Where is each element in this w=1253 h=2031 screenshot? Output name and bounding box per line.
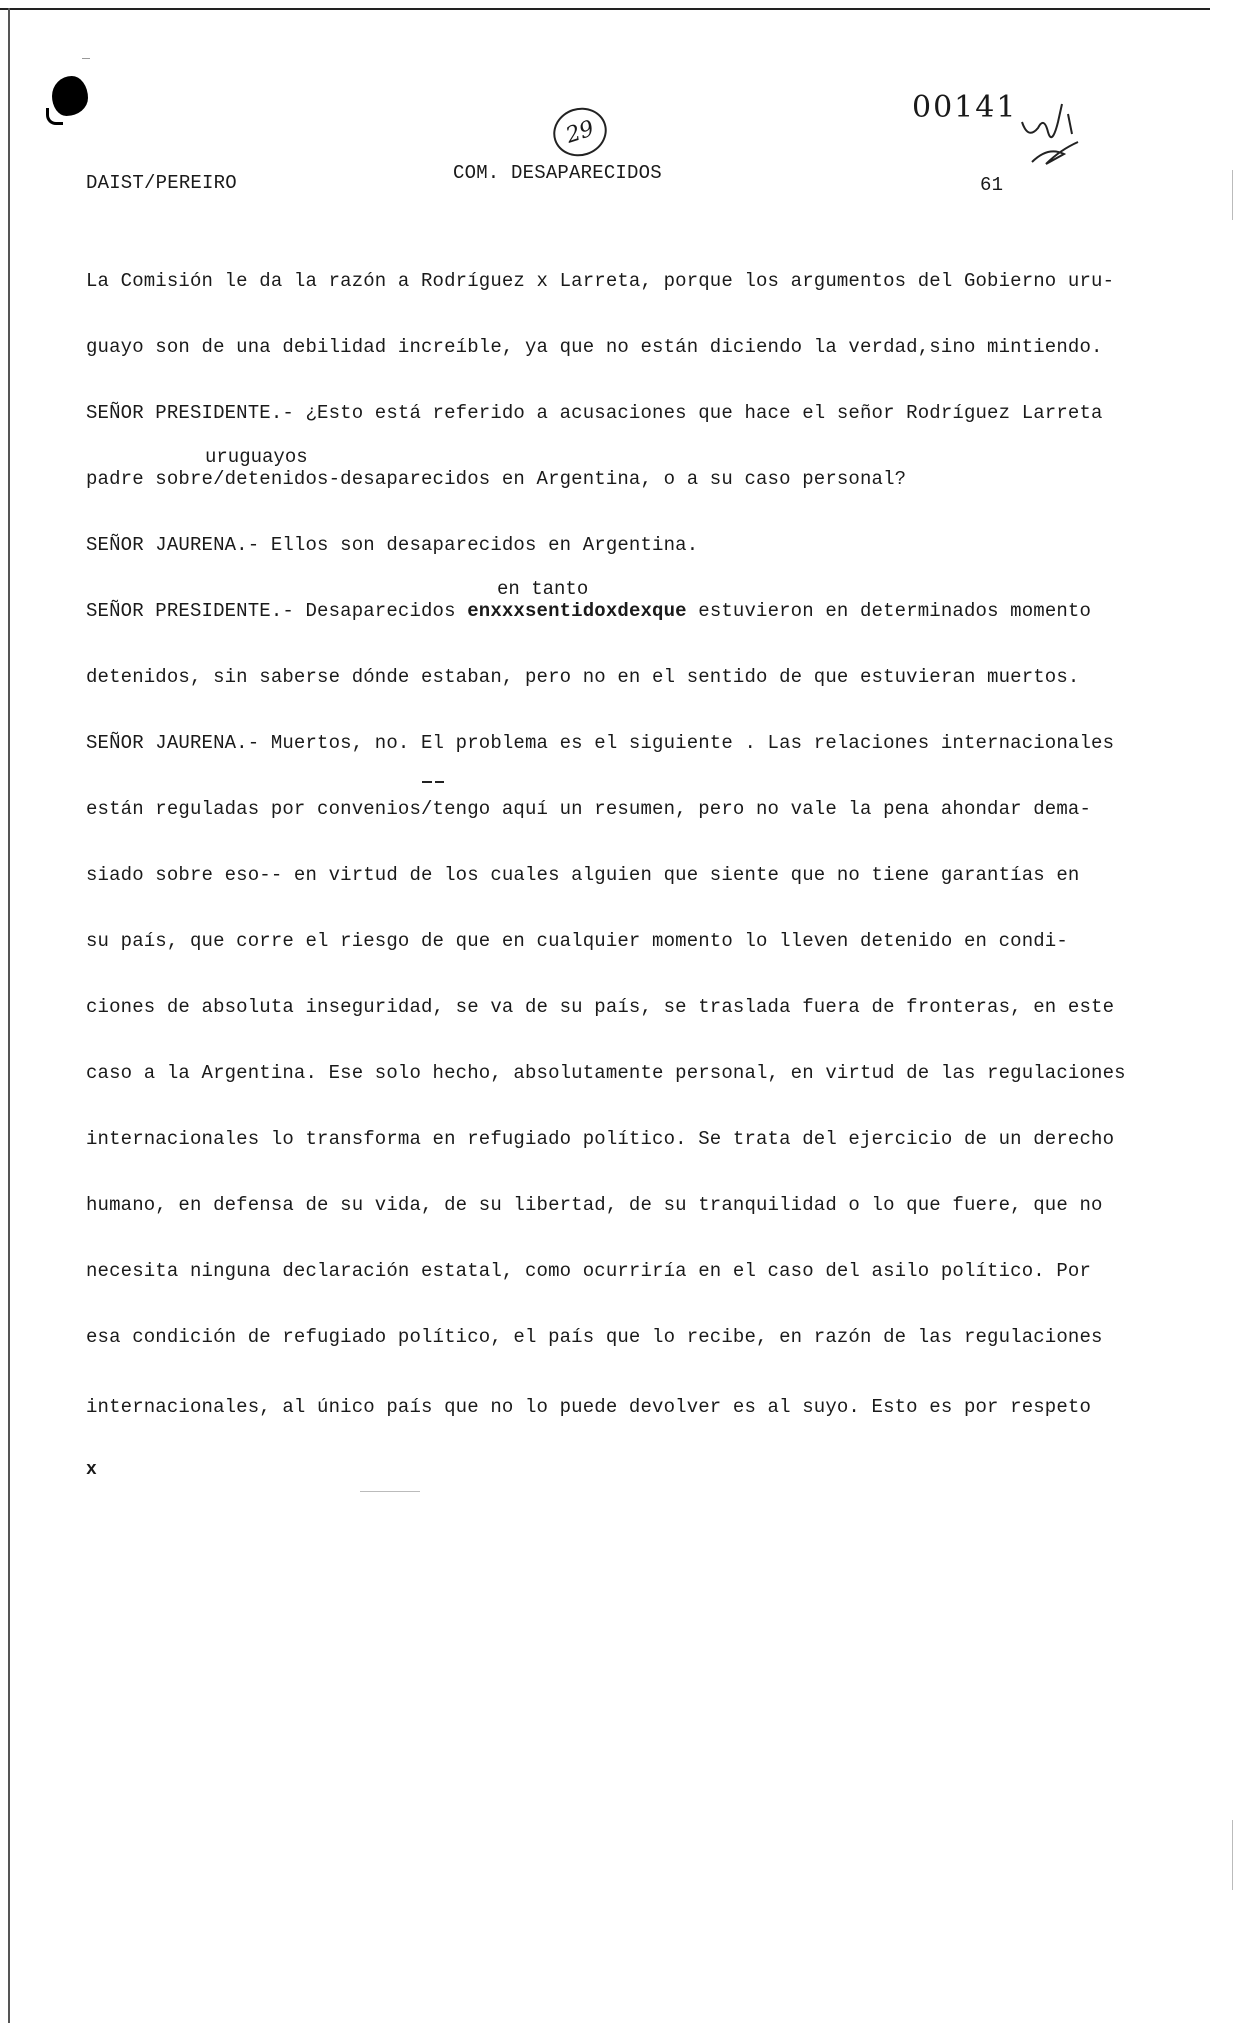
faint-rule <box>360 1491 420 1492</box>
header-page-number: 61 <box>980 174 1004 196</box>
margin-tick <box>1232 1820 1233 1890</box>
text-line-12: ciones de absoluta inseguridad, se va de su país, se traslada fuera de fronteras, en este <box>86 996 1115 1018</box>
inserted-word-uruguayos: uruguayos <box>205 446 308 468</box>
folio-number: 00141 <box>912 90 1018 125</box>
text-line-8: SEÑOR JAURENA.- Muertos, no. El problema es el siguiente . Las relaciones internacionales <box>86 732 1115 754</box>
left-border-line <box>8 8 10 2023</box>
stray-mark <box>82 58 90 59</box>
header-author: DAIST/PEREIRO <box>86 172 237 194</box>
text-line-6-end: estuvieron en determinados momento <box>686 600 1092 622</box>
text-line-18: internacionales, al único país que no lo puede devolver es al suyo. Esto es por respeto <box>86 1396 1092 1418</box>
stamp-number: 29 <box>562 115 598 149</box>
handwritten-initials <box>1018 92 1088 172</box>
top-border-line <box>0 8 1210 10</box>
text-line-2: guayo son de una debilidad increíble, ya que no están diciendo la verdad,sino mintiendo. <box>86 336 1103 358</box>
text-line-10: siado sobre eso-- en virtud de los cuales alguien que siente que no tiene garantías en <box>86 864 1080 886</box>
text-line-14: internacionales lo transforma en refugiado político. Se trata del ejercicio de un derecho <box>86 1128 1115 1150</box>
text-line-7: detenidos, sin saberse dónde estaban, pero no en el sentido de que estuvieran muertos. <box>86 666 1080 688</box>
text-line-15: humano, en defensa de su vida, de su libertad, de su tranquilidad o lo que fuere, que no <box>86 1194 1103 1216</box>
inserted-words-en-tanto: en tanto <box>497 578 589 600</box>
end-mark: x <box>86 1460 97 1480</box>
text-line-3: SEÑOR PRESIDENTE.- ¿Esto está referido a acusaciones que hace el señor Rodríguez Larreta <box>86 402 1103 424</box>
text-line-16: necesita ninguna declaración estatal, como ocurriría en el caso del asilo político. Por <box>86 1260 1092 1282</box>
text-line-1: La Comisión le da la razón a Rodríguez x Larreta, porque los argumentos del Gobierno uru- <box>86 270 1115 292</box>
text-line-13: caso a la Argentina. Ese solo hecho, absolutamente personal, en virtud de las regulaciones <box>86 1062 1126 1084</box>
text-line-5: SEÑOR JAURENA.- Ellos son desaparecidos en Argentina. <box>86 534 699 556</box>
text-line-4: padre sobre/detenidos-desaparecidos en Argentina, o a su caso personal? <box>86 468 907 490</box>
ink-blot-tail <box>46 108 63 125</box>
text-line-6-start: SEÑOR PRESIDENTE.- Desaparecidos <box>86 600 468 622</box>
margin-tick <box>1232 170 1233 220</box>
text-line-17: esa condición de refugiado político, el país que lo recibe, en razón de las regulaciones <box>86 1326 1103 1348</box>
text-line-11: su país, que corre el riesgo de que en cualquier momento lo lleven detenido en condi- <box>86 930 1068 952</box>
text-line-6 <box>86 600 1091 622</box>
handwritten-circled-number <box>547 101 613 163</box>
struck-through-text: enxxxsentidoxdexque <box>467 600 687 622</box>
text-line-9: están reguladas por convenios/tengo aquí un resumen, pero no vale la pena ahondar dema- <box>86 798 1092 820</box>
dash-mark <box>420 776 450 788</box>
header-committee: COM. DESAPARECIDOS <box>453 162 662 184</box>
